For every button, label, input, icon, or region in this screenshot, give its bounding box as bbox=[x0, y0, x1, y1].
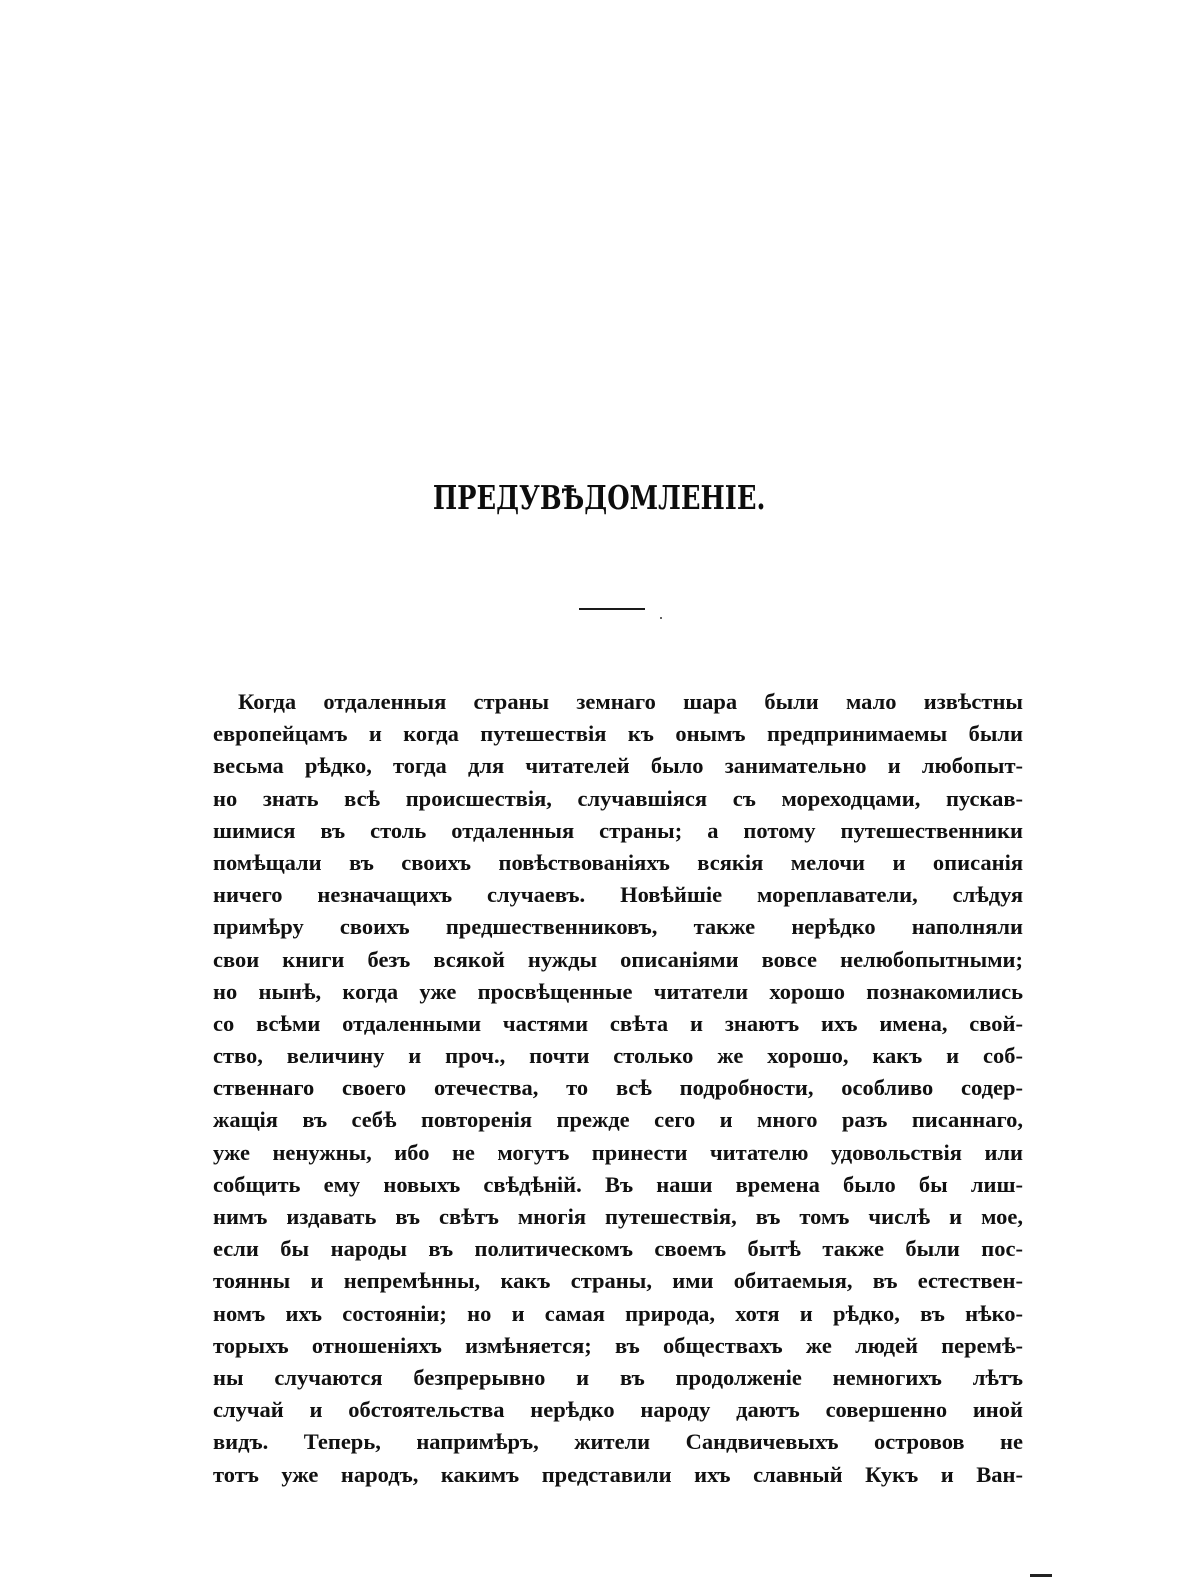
text-line: примѣру своихъ предшественниковъ, также нерѣдко наполняли bbox=[213, 914, 1023, 940]
text-line: Когда отдаленныя страны земнаго шара были мало извѣстны bbox=[238, 689, 1023, 714]
text-line: тотъ уже народъ, какимъ представили ихъ славный Кукъ и Ван- bbox=[213, 1461, 1023, 1487]
text-line: номъ ихъ состояніи; но и самая природа, хотя и рѣдко, въ нѣко- bbox=[213, 1300, 1023, 1326]
text-line: собщить ему новыхъ свѣдѣній. Въ наши времена было бы лиш- bbox=[213, 1171, 1023, 1197]
title-rule bbox=[579, 608, 645, 610]
page-corner-mark bbox=[1030, 1574, 1052, 1580]
text-line: свои книги безъ всякой нужды описаніями вовсе нелюбопытными; bbox=[213, 946, 1023, 972]
text-line: тоянны и непремѣнны, какъ страны, ими обитаемыя, въ естествен- bbox=[213, 1268, 1023, 1294]
text-line: торыхъ отношеніяхъ измѣняется; въ обществахъ же людей перемѣ- bbox=[213, 1332, 1023, 1358]
body-text bbox=[213, 686, 1023, 1491]
page-title: ПРЕДУВѢДОМЛЕНІЕ. bbox=[432, 478, 766, 517]
text-line: уже ненужны, ибо не могутъ принести читателю удовольствія или bbox=[213, 1139, 1023, 1165]
text-line: со всѣми отдаленными частями свѣта и знаютъ ихъ имена, свой- bbox=[213, 1010, 1023, 1036]
text-line: нимъ издавать въ свѣтъ многія путешествія, въ томъ числѣ и мое, bbox=[213, 1204, 1023, 1229]
text-line: но нынѣ, когда уже просвѣщенные читатели хорошо познакомились bbox=[213, 978, 1023, 1004]
text-line: случай и обстоятельства нерѣдко народу даютъ совершенно иной bbox=[213, 1397, 1023, 1423]
text-line: ство, величину и проч., почти столько же хорошо, какъ и соб- bbox=[213, 1043, 1023, 1069]
text-line: ственнаго своего отечества, то всѣ подробности, особливо содер- bbox=[213, 1075, 1023, 1101]
text-line: но знать всѣ происшествія, случавшіяся съ мореходцами, пускав- bbox=[213, 785, 1023, 811]
text-line: ны случаются безпрерывно и въ продолженіе немногихъ лѣтъ bbox=[213, 1364, 1023, 1390]
text-line: ничего незначащихъ случаевъ. Новѣйшіе мореплаватели, слѣдуя bbox=[213, 882, 1023, 908]
text-line: жащія въ себѣ повторенія прежде сего и много разъ писаннаго, bbox=[213, 1107, 1023, 1133]
text-line: шимися въ столь отдаленныя страны; а потому путешественники bbox=[213, 817, 1023, 843]
text-line: весьма рѣдко, тогда для читателей было занимательно и любопыт- bbox=[213, 753, 1023, 779]
text-line: видъ. Теперь, напримѣръ, жители Сандвичевыхъ островов не bbox=[213, 1429, 1023, 1455]
stray-dot bbox=[660, 617, 662, 619]
text-line: помѣщали въ своихъ повѣствованіяхъ всякія мелочи и описанія bbox=[213, 849, 1023, 875]
text-line: если бы народы въ политическомъ своемъ бытѣ также были пос- bbox=[213, 1236, 1023, 1262]
text-line: европейцамъ и когда путешествія къ онымъ предпринимаемы были bbox=[213, 721, 1023, 747]
